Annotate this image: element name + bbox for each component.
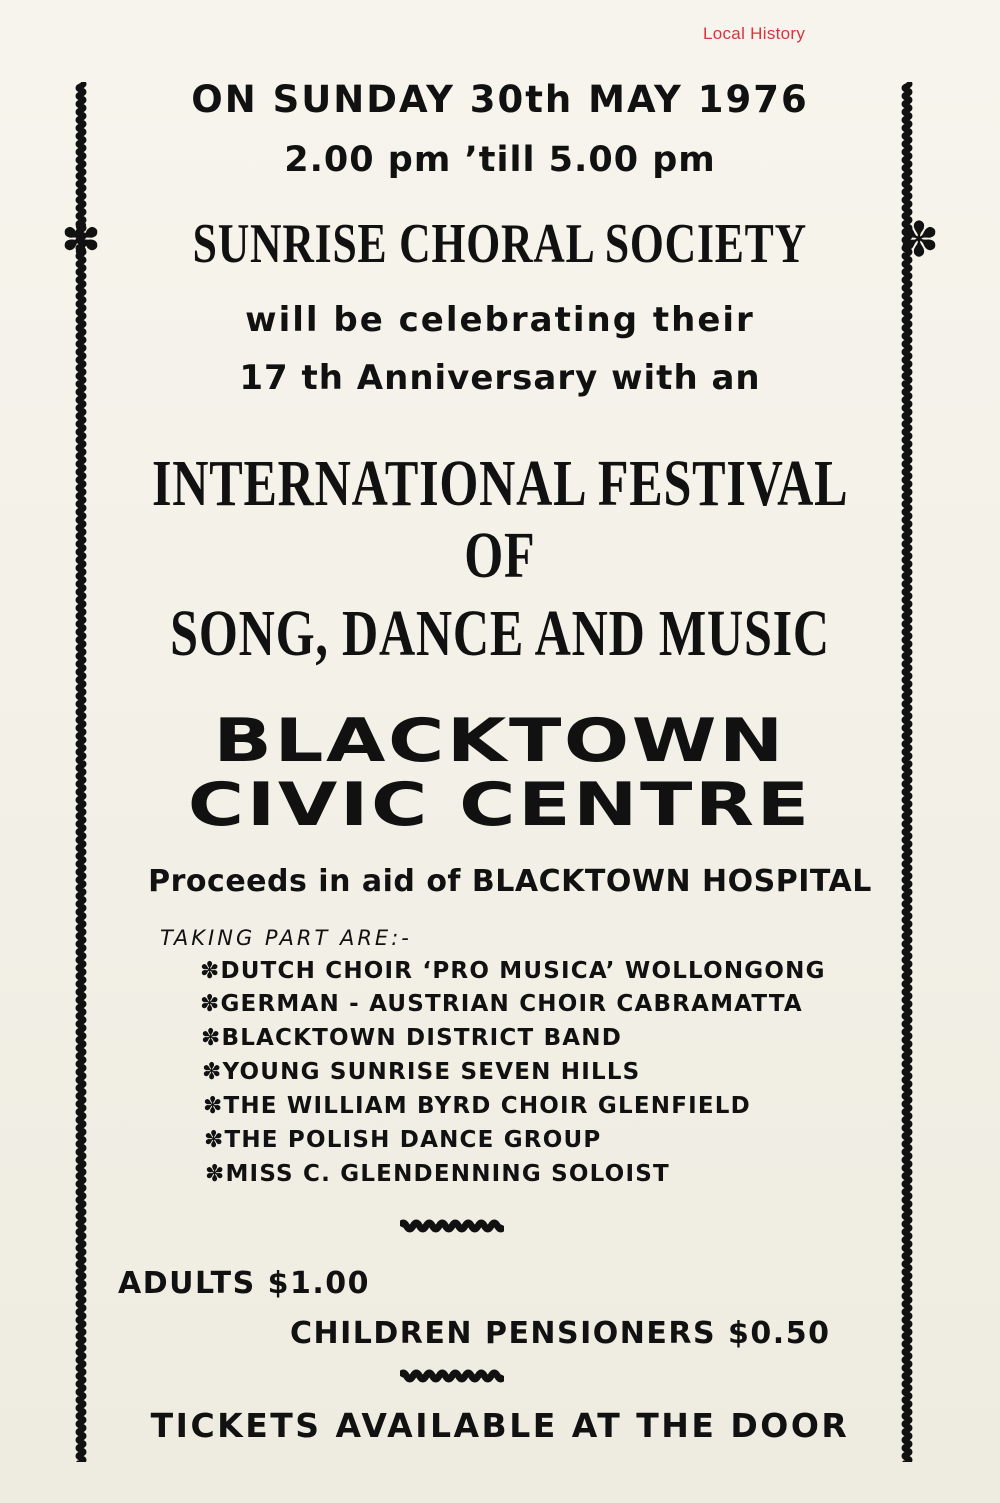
society-heading bbox=[0, 212, 1000, 276]
venue-line-1-text: BLACKTOWN bbox=[213, 706, 787, 776]
society-name: SUNRISE CHORAL SOCIETY bbox=[192, 213, 808, 275]
performer-item: ✽DUTCH CHOIR ‘PRO MUSICA’ WOLLONGONG bbox=[200, 958, 826, 984]
venue-line-2 bbox=[0, 770, 1000, 840]
event-date: ON SUNDAY 30th MAY 1976 bbox=[191, 78, 809, 121]
performer-item: ✽GERMAN - AUSTRIAN CHOIR CABRAMATTA bbox=[200, 991, 803, 1017]
wavy-divider-top bbox=[400, 1216, 504, 1236]
price-children-pensioners: CHILDREN PENSIONERS $0.50 bbox=[290, 1316, 831, 1351]
festival-title-3 bbox=[0, 596, 1000, 672]
flower-left-icon: ✽ bbox=[60, 212, 102, 268]
wavy-divider-bottom bbox=[400, 1366, 504, 1386]
taking-part-heading: TAKING PART ARE:- bbox=[160, 926, 412, 950]
festival-title-1 bbox=[0, 446, 1000, 522]
local-history-stamp: Local History bbox=[703, 24, 806, 43]
performer-item: ✽THE POLISH DANCE GROUP bbox=[204, 1127, 602, 1153]
event-time: 2.00 pm ’till 5.00 pm bbox=[284, 140, 716, 180]
festival-title-2 bbox=[0, 518, 1000, 594]
festival-title-2-text: OF bbox=[464, 519, 536, 592]
performer-item: ✽THE WILLIAM BYRD CHOIR GLENFIELD bbox=[203, 1093, 751, 1119]
performer-item: ✽MISS C. GLENDENNING SOLOIST bbox=[205, 1161, 670, 1187]
performer-item: ✽YOUNG SUNRISE SEVEN HILLS bbox=[202, 1059, 641, 1085]
price-adults: ADULTS $1.00 bbox=[118, 1266, 371, 1301]
performer-item: ✽BLACKTOWN DISTRICT BAND bbox=[201, 1025, 623, 1051]
proceeds-note: Proceeds in aid of BLACKTOWN HOSPITAL bbox=[148, 864, 872, 899]
flower-right-icon: ✽ bbox=[898, 212, 940, 268]
festival-title-1-text: INTERNATIONAL FESTIVAL bbox=[151, 447, 849, 520]
celebration-line-2: 17 th Anniversary with an bbox=[239, 358, 761, 398]
festival-title-3-text: SONG, DANCE AND MUSIC bbox=[170, 597, 830, 670]
tickets-note: TICKETS AVAILABLE AT THE DOOR bbox=[150, 1406, 850, 1445]
venue-line-1 bbox=[0, 706, 1000, 776]
venue-line-2-text: CIVIC CENTRE bbox=[188, 770, 812, 840]
celebration-line-1: will be celebrating their bbox=[245, 300, 755, 340]
